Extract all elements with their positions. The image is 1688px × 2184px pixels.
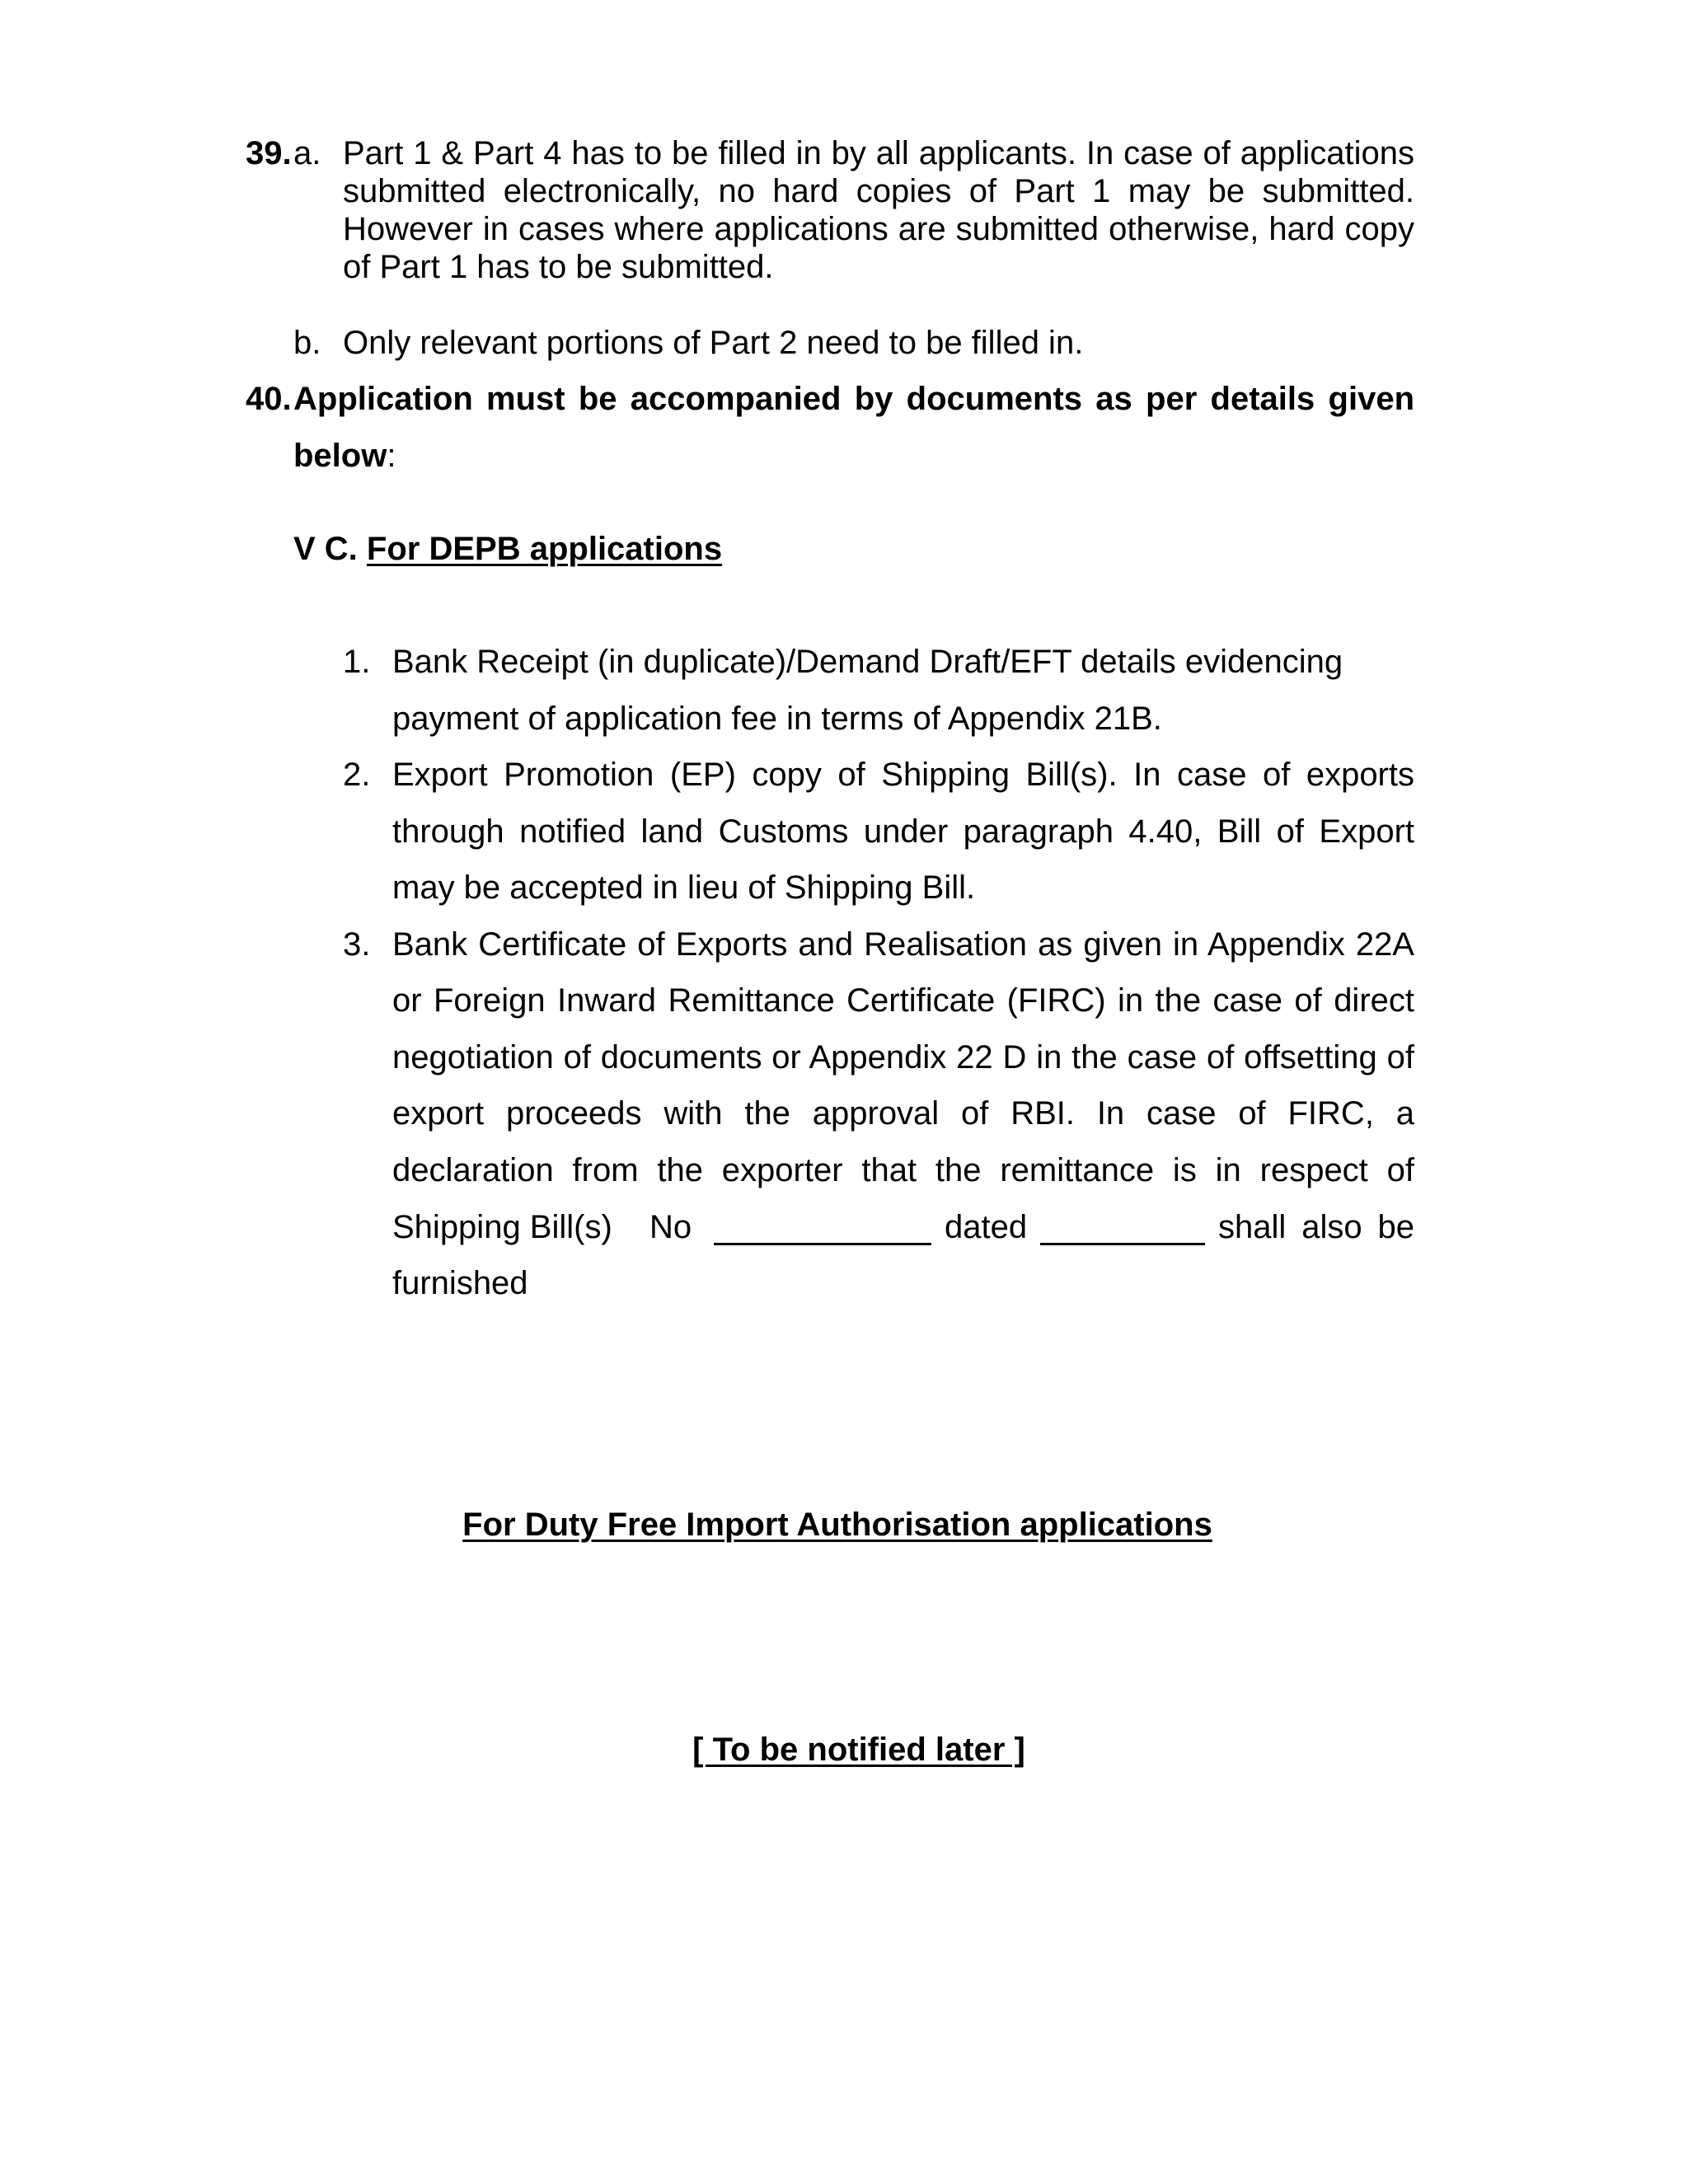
item-39-number: 39. <box>246 135 292 171</box>
doc-item-2-line-2-text: through notified land Customs under paragraph 4.40, Bill of Export <box>392 813 1414 850</box>
shipping-bill-tail-text: shall also be <box>1218 1209 1414 1245</box>
doc-item-1-marker: 1. <box>343 644 371 680</box>
item-39a-line-2 <box>343 172 1414 210</box>
doc-item-1-line-1: Bank Receipt (in duplicate)/Demand Draft/EFT details evidencing <box>392 644 1343 680</box>
item-40-number: 40. <box>246 381 292 417</box>
item-39a-line-3-text: However in cases where applications are submitted otherwise, hard copy <box>343 211 1414 247</box>
doc-item-2-marker: 2. <box>343 757 371 793</box>
doc-item-3-line-1-text: Bank Certificate of Exports and Realisation as given in Appendix 22A <box>392 926 1414 963</box>
item-39a-line-1-text: Part 1 & Part 4 has to be filled in by all applicants. In case of applications <box>343 135 1414 171</box>
doc-item-3-line-5-text: declaration from the exporter that the remittance is in respect of <box>392 1152 1414 1188</box>
dfia-heading: For Duty Free Import Authorisation applications <box>462 1507 1212 1543</box>
doc-item-2-line-2 <box>392 813 1414 851</box>
item-40-heading-text: Application must be accompanied by documents as per details given <box>293 381 1414 417</box>
item-39a-marker: a. <box>293 135 321 171</box>
shipping-bill-date-blank[interactable] <box>1040 1213 1205 1245</box>
doc-item-2-line-1-text: Export Promotion (EP) copy of Shipping Bill(s). In case of exports <box>392 757 1414 793</box>
section-vc-prefix: V C. <box>293 531 358 567</box>
doc-item-3-marker: 3. <box>343 926 371 963</box>
shipping-bill-no-label: No <box>649 1209 692 1245</box>
notice-wrap <box>0 1731 1688 1769</box>
item-40-line-2 <box>293 437 396 475</box>
doc-item-2-line-1 <box>392 756 1414 794</box>
doc-item-3-line-1 <box>392 926 1414 963</box>
doc-item-3-last-line: furnished <box>392 1265 528 1301</box>
item-39b-text: Only relevant portions of Part 2 need to be filled in. <box>343 325 1084 361</box>
doc-item-3-line-3 <box>392 1038 1414 1076</box>
item-39a-line-2-text: submitted electronically, no hard copies of Part 1 may be submitted. <box>343 173 1414 209</box>
doc-item-3-line-4 <box>392 1094 1414 1132</box>
shipping-bill-dated-label: dated <box>945 1209 1028 1245</box>
notice-text: [ To be notified later ] <box>692 1732 1025 1768</box>
doc-item-3-line-5 <box>392 1151 1414 1189</box>
item-40-colon: : <box>387 438 396 474</box>
section-vc-title: For DEPB applications <box>366 531 723 567</box>
doc-item-3-line-4-text: export proceeds with the approval of RBI. In case of FIRC, a <box>392 1095 1414 1132</box>
item-39a-line-1 <box>343 134 1414 172</box>
item-39a-line-3 <box>343 210 1414 248</box>
doc-item-2-line-3: may be accepted in lieu of Shipping Bill. <box>392 869 976 906</box>
section-vc-heading <box>293 530 722 568</box>
shipping-bill-number-blank[interactable] <box>714 1213 931 1245</box>
doc-item-3-line-3-text: negotiation of documents or Appendix 22 D in the case of offsetting of <box>392 1039 1414 1076</box>
doc-item-3-line-2-text: or Foreign Inward Remittance Certificate (FIRC) in the case of direct <box>392 982 1414 1019</box>
doc-item-3-line-2 <box>392 982 1414 1019</box>
shipping-bill-label: Shipping Bill(s) <box>392 1209 612 1245</box>
item-40-below: below <box>293 438 387 474</box>
item-39b-marker: b. <box>293 325 321 361</box>
dfia-heading-wrap <box>0 1506 1688 1544</box>
shipping-bill-tail <box>1218 1208 1414 1246</box>
item-39a-line-4: of Part 1 has to be submitted. <box>343 249 774 285</box>
doc-item-1-line-2: payment of application fee in terms of Appendix 21B. <box>392 701 1162 737</box>
item-40-line-1 <box>293 380 1414 418</box>
